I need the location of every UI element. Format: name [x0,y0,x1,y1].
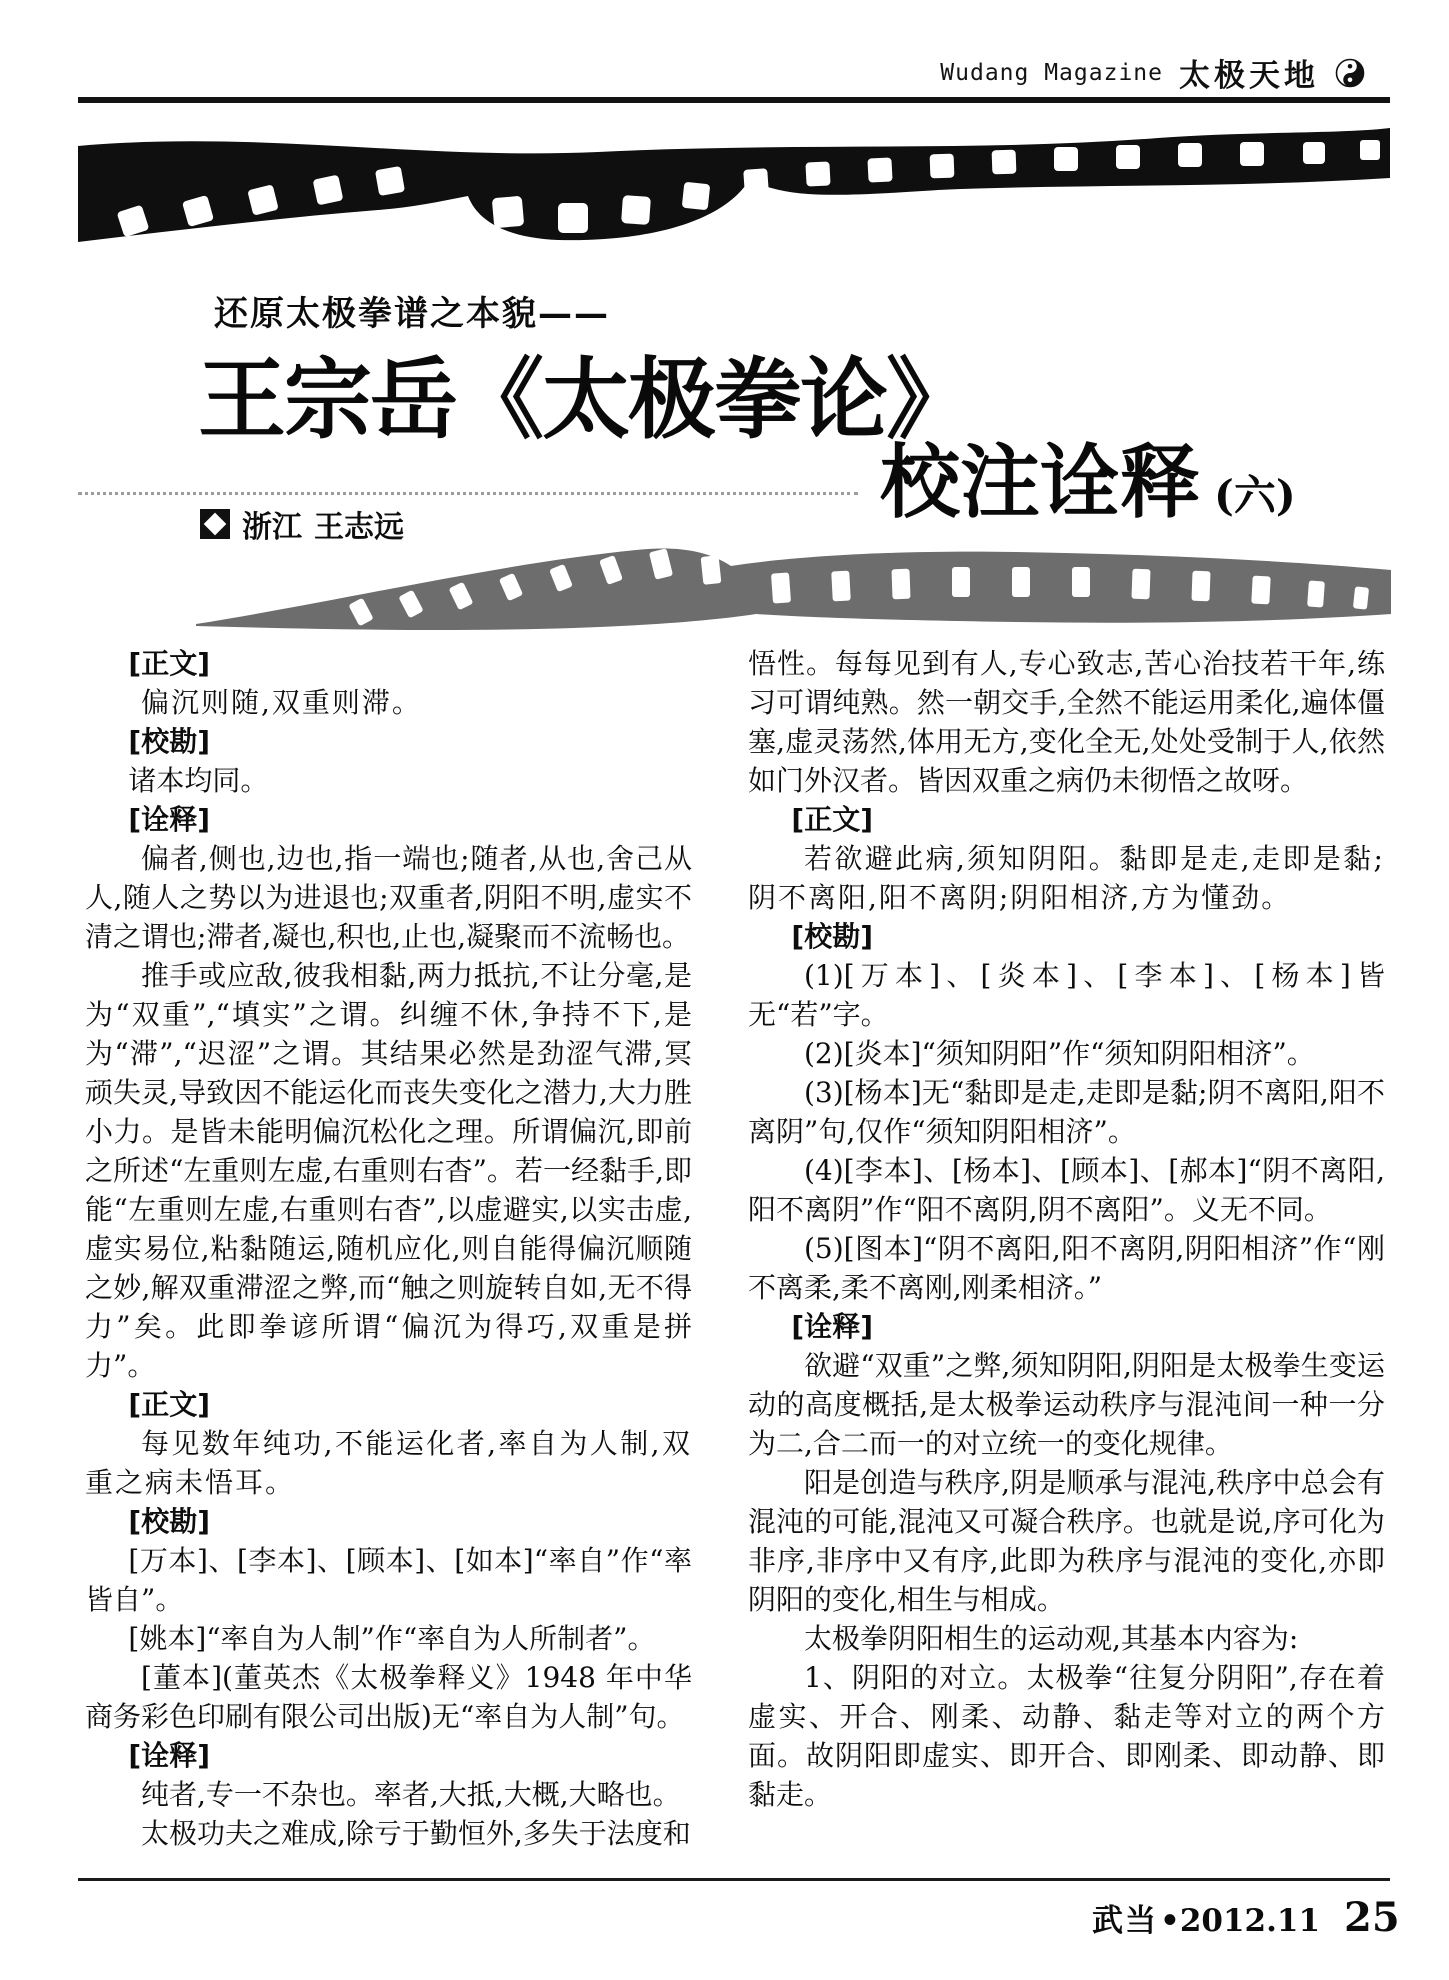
left-column [85,644,692,1853]
body-paragraph: 太极功夫之难成,除亏于勤恒外,多失于法度和 [141,1817,691,1850]
collation-note: (5)[图本]“阴不离阳,阳不离阴,阴阳相济”作“刚不离柔,柔不离刚,刚柔相济。” [748,1232,1385,1304]
article-kicker: 还原太极拳谱之本貌—— [214,294,610,334]
collation-note: [董本](董英杰《太极拳释义》1948 年中华商务彩色印刷有限公司出版)无“率自为人制”句。 [85,1661,692,1733]
journal-name: 武当 [1092,1903,1158,1939]
header-rule [78,97,1390,103]
collation-note: [万本]、[李本]、[顾本]、[如本]“率自”作“率皆自”。 [85,1544,692,1616]
body-paragraph: 欲避“双重”之弊,须知阴阳,阴阳是太极拳生变运动的高度概括,是太极拳运动秩序与混沌间一种一分为二,合二而一的对立统一的变化规律。 [748,1349,1385,1460]
section-title: 太极天地 [1179,58,1319,94]
body-paragraph: 太极拳阴阳相生的运动观,其基本内容为: [804,1622,1299,1655]
collation-note: (4)[李本]、[杨本]、[顾本]、[郝本]“阴不离阳,阳不离阴”作“阳不离阴,阴不离阳”。义无不同。 [748,1154,1385,1226]
section-label: [校勘] [128,1505,210,1538]
body-paragraph: 1、阴阳的对立。太极拳“往复分阴阳”,存在着虚实、开合、刚柔、动静、黏走等对立的两个方面。故阴阳即虚实、即开合、即刚柔、即动静、即黏走。 [748,1661,1385,1811]
yin-yang-icon [1335,58,1365,88]
author-region: 浙江 [242,510,302,545]
body-paragraph: 阳是创造与秩序,阴是顺承与混沌,秩序中总会有混沌的可能,混沌又可凝合秩序。也就是说,序可化为非序,非序中又有序,此即为秩序与混沌的变化,亦即阴阳的变化,相生与相成。 [748,1466,1385,1616]
collation-note: (2)[炎本]“须知阴阳”作“须知阴阳相济”。 [804,1037,1315,1070]
diamond-bullet-icon [200,509,230,539]
magazine-name-en: Wudang Magazine [940,59,1163,86]
subtitle-part-number: (六) [1214,471,1296,520]
collation-note: [姚本]“率自为人制”作“率自为人所制者”。 [128,1622,656,1655]
article-title: 王宗岳《太极拳论》 [198,347,973,451]
body-paragraph: 推手或应敌,彼我相黏,两力抵抗,不让分毫,是为“双重”,“填实”之谓。纠缠不休,争持不下,是为“滞”,“迟涩”之谓。其结果必然是劲涩气滞,冥顽失灵,导致因不能运化而丧失变化之潜力,大力胜小力。是皆未能明偏沉松化之理。所谓偏沉,即前之所述“左重则左虚,右重则右杳”。若一经黏手,即能“左重则左虚,右重则右杳”,以虚避实,以实击虚,虚实易位,粘黏随运,随机应化,则自能得偏沉顺随之妙,解双重滞涩之弊,而“触之则旋转自如,无不得力”矣。此即拳谚所谓“偏沉为得巧,双重是拼力”。 [85,959,692,1382]
dotted-divider [78,492,858,495]
author-name: 王志远 [314,510,404,545]
section-label: [诠释] [791,1310,873,1343]
collation-note: (1)[万本]、[炎本]、[李本]、[杨本]皆无“若”字。 [748,959,1385,1031]
body-paragraph: 悟性。每每见到有人,专心致志,苦心治技若干年,练习可谓纯熟。然一朝交手,全然不能运用柔化,遍体僵塞,虚灵荡然,体用无方,变化全无,处处受制于人,依然如门外汉者。皆因双重之病仍未彻悟之故呀。 [748,647,1385,797]
section-label: [校勘] [128,725,210,758]
body-paragraph: 纯者,专一不杂也。率者,大抵,大概,大略也。 [141,1778,681,1811]
filmstrip-bottom-decoration [196,540,1391,635]
collation-note: 诸本均同。 [128,764,269,797]
page-number: 25 [1344,1894,1400,1941]
scripture-text: 偏沉则随,双重则滞。 [141,686,422,719]
section-label: [诠释] [128,1739,210,1772]
article-subtitle [880,418,1296,533]
magazine-header [940,50,1365,95]
section-label: [正文] [128,647,210,680]
body-paragraph: 偏者,侧也,边也,指一端也;随者,从也,舍己从人,随人之势以为进退也;双重者,阴阳不明,虚实不清之谓也;滞者,凝也,积也,止也,凝聚而不流畅也。 [85,842,692,953]
collation-note: (3)[杨本]无“黏即是走,走即是黏;阴不离阳,阳不离阴”句,仅作“须知阴阳相济”。 [748,1076,1385,1148]
footer-rule [78,1878,1390,1881]
section-label: [诠释] [128,803,210,836]
right-column [748,644,1385,1814]
section-label: [正文] [791,803,873,836]
scripture-text: 每见数年纯功,不能运化者,率自为人制,双重之病未悟耳。 [85,1427,692,1499]
scripture-text: 若欲避此病,须知阴阳。黏即是走,走即是黏;阴不离阳,阳不离阴;阴阳相济,方为懂劲。 [748,842,1385,914]
section-label: [校勘] [791,920,873,953]
filmstrip-top-decoration [78,126,1390,244]
issue-date: •2012.11 [1160,1903,1321,1939]
subtitle-text: 校注诠释 [880,435,1200,529]
section-label: [正文] [128,1388,210,1421]
page-footer [1092,1894,1400,1941]
